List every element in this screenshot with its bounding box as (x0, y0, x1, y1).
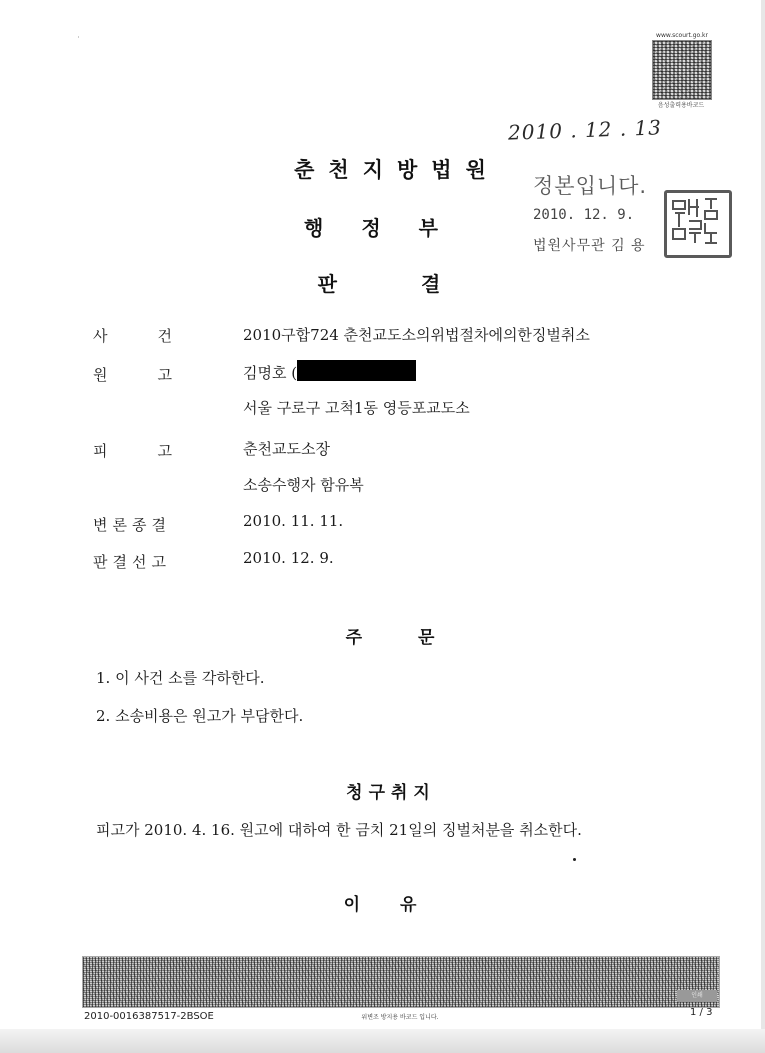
claim-heading: 청구취지 (346, 783, 436, 803)
closing-date: 2010. 11. 11. (243, 512, 344, 530)
certified-copy-stamp: 정본입니다. (533, 174, 648, 198)
barcode-caption: 음성출력용바코드 (657, 102, 705, 109)
voice-barcode (652, 40, 712, 100)
ruling-date: 2010. 12. 9. (243, 549, 334, 567)
stamp-date: 2010. 12. 9. (533, 207, 635, 223)
page-bottom-shadow (0, 1029, 765, 1053)
plaintiff-label: 원고 (93, 366, 222, 384)
page-number: 1 / 3 (690, 1007, 713, 1018)
defendant-agent: 소송수행자 함유복 (243, 476, 364, 494)
barcode-tag: 인쇄 (677, 990, 717, 1002)
redaction-bar (297, 360, 416, 381)
case-label: 사건 (93, 327, 222, 345)
order-item: 2. 소송비용은 원고가 부담한다. (96, 707, 304, 725)
anti-forgery-barcode (82, 956, 720, 1008)
stamp-clerk: 법원사무관 김 용 (533, 238, 646, 254)
defendant-name: 춘천교도소장 (243, 440, 330, 458)
scan-dot (573, 858, 576, 861)
ruling-label: 판결선고 (93, 553, 171, 571)
document-type: 판결 (317, 272, 525, 296)
closing-label: 변론종결 (93, 516, 171, 534)
barcode-note: 위변조 방지용 바코드 입니다. (361, 1014, 439, 1021)
plaintiff-address: 서울 구로구 고척1동 영등포교도소 (243, 399, 470, 417)
document-id: 2010-0016387517-2BSOE (84, 1011, 214, 1022)
order-item: 1. 이 사건 소를 각하한다. (96, 669, 265, 687)
defendant-label: 피고 (93, 442, 222, 460)
case-value: 2010구합724 춘천교도소의위법절차에의한징벌취소 (243, 326, 590, 344)
claim-text: 피고가 2010. 4. 16. 원고에 대하여 한 금치 21일의 징벌처분을 취소한다. (96, 821, 582, 839)
handwritten-date: 2010 . 12 . 13 (507, 115, 663, 145)
court-name: 춘천지방법원 (294, 158, 500, 182)
reasons-heading: 이유 (343, 895, 457, 915)
department-name: 행정부 (304, 216, 476, 240)
order-heading: 주문 (345, 628, 491, 648)
barcode-url: www.scourt.go.kr (656, 32, 708, 39)
scan-speck: ˙ (76, 36, 81, 47)
plaintiff-name: 김명호 ( (243, 364, 298, 382)
